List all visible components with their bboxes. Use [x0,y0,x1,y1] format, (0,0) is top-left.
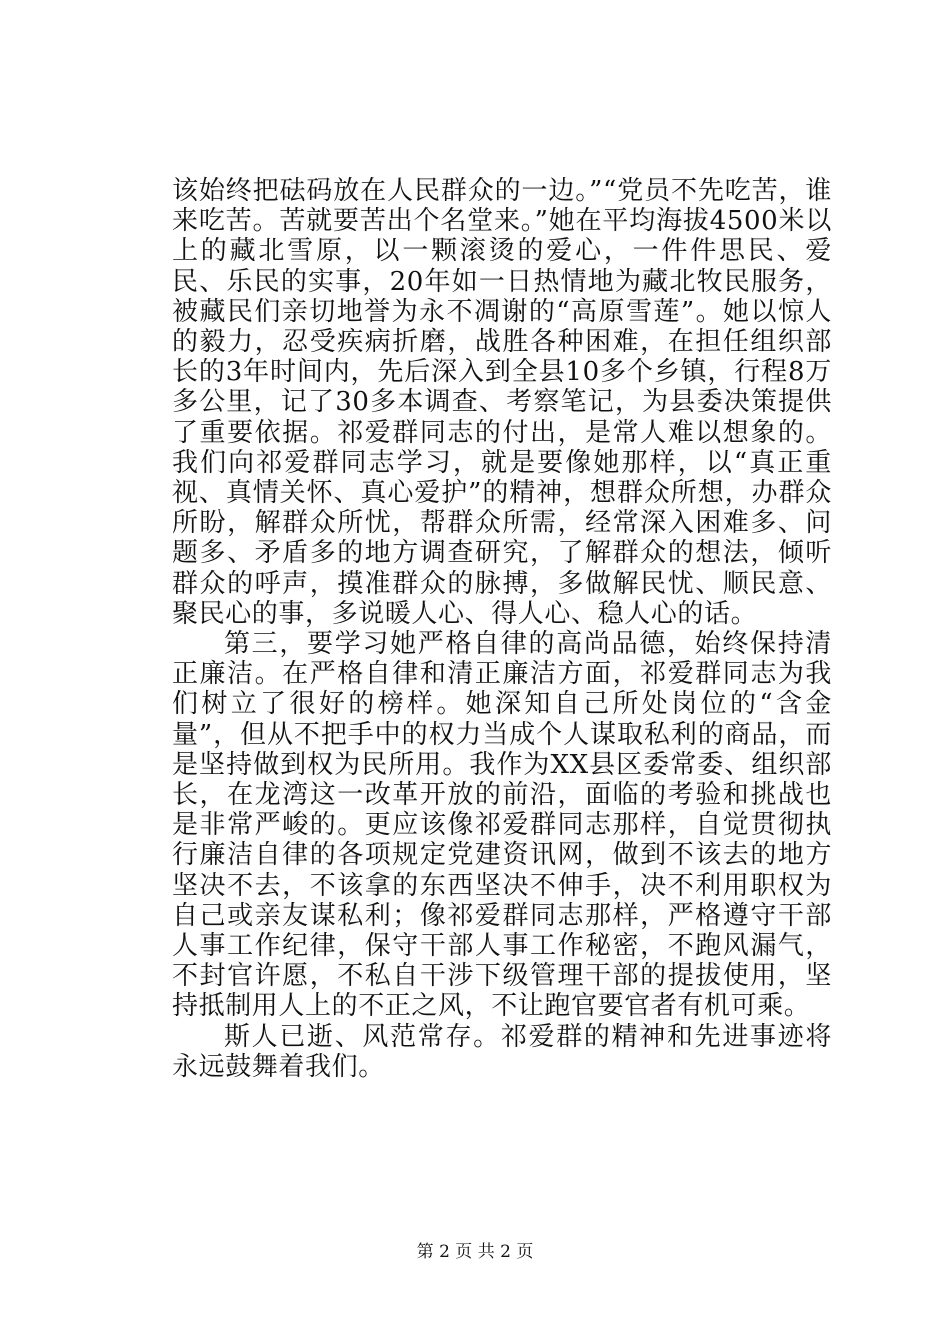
document-body [172,176,832,1082]
page-footer: 第 2 页 共 2 页 [416,1242,534,1262]
paragraph-continuation: 该始终把砝码放在人民群众的一边。”“党员不先吃苦，谁来吃苦。苦就要苦出个名堂来。”她在平均海拔4500米以上的藏北雪原，以一颗滚烫的爱心，一件件思民、爱民、乐民的实事，20年如一日热情地为藏北牧民服务，被藏民们亲切地誉为永不凋谢的“高原雪莲”。她以惊人的毅力，忍受疾病折磨，战胜各种困难，在担任组织部长的3年时间内，先后深入到全县10多个乡镇，行程8万多公里，记了30多本调查、考察笔记，为县委决策提供了重要依据。祁爱群同志的付出，是常人难以想象的。我们向祁爱群同志学习，就是要像她那样，以“真正重视、真情关怀、真心爱护”的精神，想群众所想，办群众所盼，解群众所忧，帮群众所需，经常深入困难多、问题多、矛盾多的地方调查研究，了解群众的想法，倾听群众的呼声，摸准群众的脉搏，多做解民忧、顺民意、聚民心的事，多说暖人心、得人心、稳人心的话。 [172,176,832,629]
paragraph-closing: 斯人已逝、风范常存。祁爱群的精神和先进事迹将永远鼓舞着我们。 [172,1021,832,1082]
paragraph-third-point: 第三，要学习她严格自律的高尚品德，始终保持清正廉洁。在严格自律和清正廉洁方面，祁爱群同志为我们树立了很好的榜样。她深知自己所处岗位的“含金量”，但从不把手中的权力当成个人谋取私利的商品，而是坚持做到权为民所用。我作为XX县区委常委、组织部长，在龙湾这一改革开放的前沿，面临的考验和挑战也是非常严峻的。更应该像祁爱群同志那样，自觉贯彻执行廉洁自律的各项规定党建资讯网，做到不该去的地方坚决不去，不该拿的东西坚决不伸手，决不利用职权为自己或亲友谋私利；像祁爱群同志那样，严格遵守干部人事工作纪律，保守干部人事工作秘密，不跑风漏气，不封官许愿，不私自干涉下级管理干部的提拔使用，坚持抵制用人上的不正之风，不让跑官要官者有机可乘。 [172,629,832,1022]
